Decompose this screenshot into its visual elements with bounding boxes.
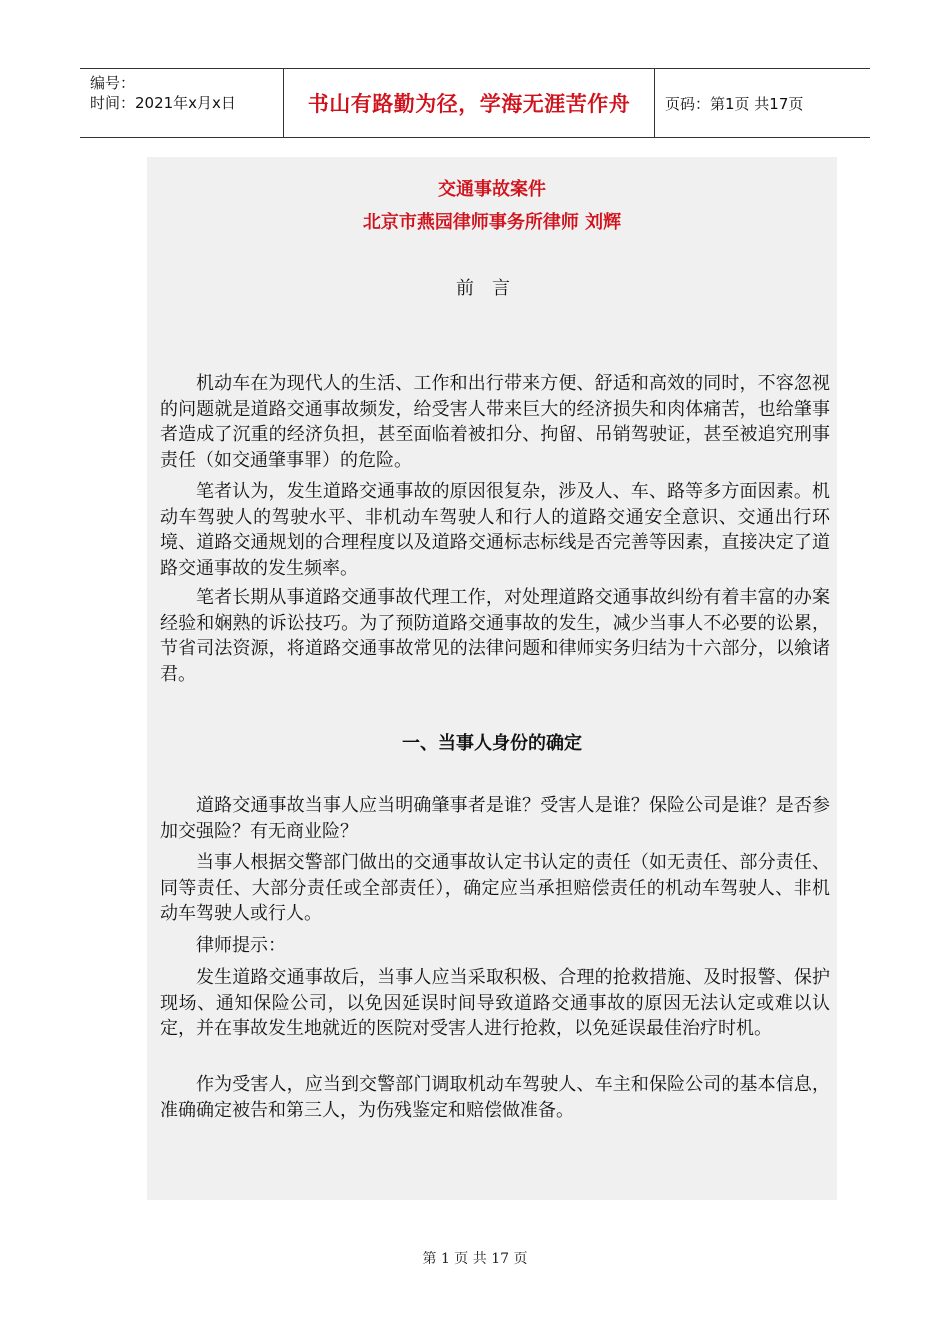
paragraph: 道路交通事故当事人应当明确肇事者是谁？受害人是谁？保险公司是谁？是否参加交强险？有无商业险？ [160,795,830,842]
section-heading: 一、当事人身份的确定 [402,733,582,754]
paragraph: 笔者认为，发生道路交通事故的原因很复杂，涉及人、车、路等多方面因素。机动车驾驶人的驾驶水平、非机动车驾驶人和行人的道路交通安全意识、交通出行环境、道路交通规划的合理程度以及道路交通标志标线是否完善等因素，直接决定了道路交通事故的发生频率。 [160,481,830,579]
document-time-label: 时间：2021年x月x日 [90,94,236,112]
header-motto-cell [283,69,655,137]
header-table [80,68,870,138]
paragraph: 律师提示： [196,935,286,956]
header-meta [80,69,283,137]
document-number-label: 编号： [90,74,136,92]
document-title: 交通事故案件 [438,179,546,200]
paragraph: 机动车在为现代人的生活、工作和出行带来方便、舒适和高效的同时，不容忽视的问题就是道路交通事故频发，给受害人带来巨大的经济损失和肉体痛苦，也给肇事者造成了沉重的经济负担，甚至面临着被扣分、拘留、吊销驾驶证，甚至被追究刑事责任（如交通肇事罪）的危险。 [160,373,830,471]
paragraph: 笔者长期从事道路交通事故代理工作，对处理道路交通事故纠纷有着丰富的办案经验和娴熟的诉讼技巧。为了预防道路交通事故的发生，减少当事人不必要的讼累，节省司法资源，将道路交通事故常见的法律问题和律师实务归结为十六部分，以飨诸君。 [160,587,830,685]
preface-heading: 前言 [456,278,528,299]
paragraph: 发生道路交通事故后，当事人应当采取积极、合理的抢救措施、及时报警、保护现场、通知保险公司，以免因延误时间导致道路交通事故的原因无法认定或难以认定，并在事故发生地就近的医院对受害人进行抢救，以免延误最佳治疗时机。 [160,967,830,1039]
document-body [147,157,837,1200]
header-motto: 书山有路勤为径，学海无涯苦作舟 [307,92,631,116]
paragraph: 作为受害人，应当到交警部门调取机动车驾驶人、车主和保险公司的基本信息，准确确定被告和第三人，为伤残鉴定和赔偿做准备。 [160,1074,830,1121]
paragraph: 当事人根据交警部门做出的交通事故认定书认定的责任（如无责任、部分责任、同等责任、大部分责任或全部责任），确定应当承担赔偿责任的机动车驾驶人、非机动车驾驶人或行人。 [160,852,830,924]
page-footer: 第 1 页 共 17 页 [422,1251,528,1267]
document-subtitle: 北京市燕园律师事务所律师 刘辉 [362,212,622,233]
header-page-info: 页码：第1页 共17页 [665,94,804,113]
